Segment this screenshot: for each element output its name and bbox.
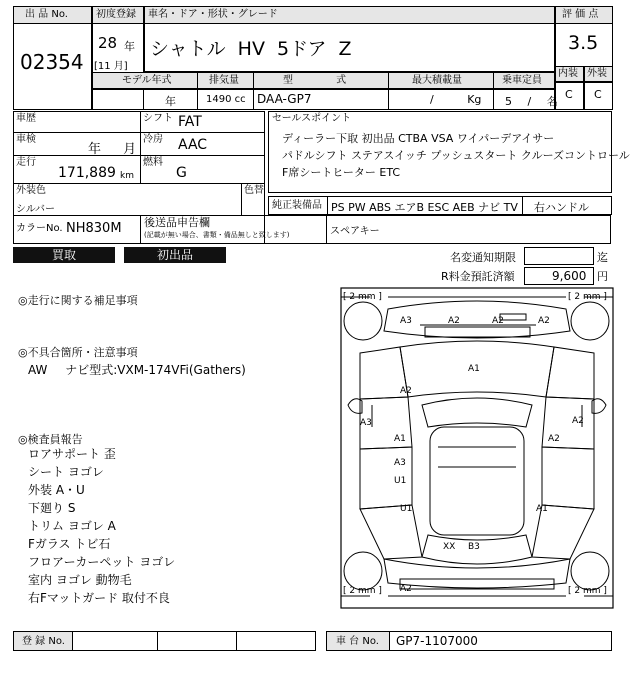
fuel-label: 燃料	[143, 157, 163, 168]
inspector-item-1: ロアサポート 歪	[28, 447, 116, 461]
inspector-item-5: トリム ヨゴレ A	[28, 519, 116, 533]
chassis-number-label: 車 台 No.	[336, 636, 379, 647]
fuel-value: G	[176, 165, 187, 181]
interior-grade: C	[565, 88, 573, 101]
details-row-line-3	[13, 183, 265, 184]
max-load-value: / Kg	[430, 93, 482, 106]
chassis-number: GP7-1107000	[396, 634, 478, 648]
details-row-line-2	[13, 155, 265, 156]
car-damage-diagram	[340, 287, 614, 609]
registration-month: [11 月]	[94, 61, 128, 72]
defect-notes-title: ◎不具合箇所・注意事項	[18, 346, 138, 359]
name-change-field	[524, 247, 594, 265]
capacity-label: 乗車定員	[502, 75, 542, 86]
mark-left-fender-a2: A2	[400, 386, 412, 396]
score-value: 3.5	[568, 32, 599, 54]
recycle-label: R料金預託済額	[441, 270, 515, 283]
first-listing-tag: 初出品	[124, 247, 226, 263]
mileage-label: 走行	[16, 157, 36, 168]
mark-front-a2-left: A2	[448, 316, 460, 326]
reg-divider-1	[157, 631, 158, 651]
reg-divider-2	[236, 631, 237, 651]
mark-hood-a1: A1	[468, 364, 480, 374]
spec-divider-2	[253, 72, 254, 110]
tire-depth-rear-right: [ 2 mm ]	[568, 586, 607, 596]
sales-point-line-3: F席シートヒーター ETC	[282, 166, 401, 179]
std-equip-label: 純正装備品	[272, 200, 322, 211]
mark-roof-a3: A3	[394, 458, 406, 468]
inspector-item-7: フロアーカーペット ヨゴレ	[28, 555, 176, 569]
mark-left-rear-door-u1: U1	[400, 504, 413, 514]
spec-value-row	[92, 89, 555, 110]
mark-rear-bumper-a2: A2	[400, 584, 412, 594]
car-name: シャトル HV 5ドア Z	[150, 38, 352, 60]
displacement-label: 排気量	[209, 75, 239, 86]
inspector-item-4: 下廻り S	[28, 501, 76, 515]
capacity-value: 5 / 名	[505, 95, 558, 108]
ext-color-label: 外装色	[16, 185, 46, 196]
inspector-item-6: Fガラス トビ石	[28, 537, 111, 551]
buy-tag: 買取	[13, 247, 115, 263]
mark-right-front-door-a2: A2	[548, 434, 560, 444]
details-col-line	[140, 111, 141, 183]
mark-rear-b3: B3	[468, 542, 480, 552]
spec-divider-4	[493, 72, 494, 110]
color-no-label: カラーNo.	[16, 223, 63, 234]
color-change-col-line	[241, 183, 242, 215]
driving-notes-title: ◎走行に関する補足事項	[18, 294, 138, 307]
std-equip-divider-1	[327, 196, 328, 215]
mark-left-pillar-a3: A3	[360, 418, 372, 428]
sales-point-line-2: パドルシフト ステアスイッチ プッシュスタート クルーズコントロール	[282, 149, 630, 162]
sales-point-label: セールスポイント	[272, 113, 352, 124]
inspector-notes-title: ◎検査員報告	[18, 433, 83, 446]
defect-item-1: AW ナビ型式:VXM-174VFi(Gathers)	[28, 363, 246, 377]
name-change-label: 名変通知期限	[450, 251, 516, 264]
ac-label: 冷房	[143, 134, 163, 145]
mark-front-a3: A3	[400, 316, 412, 326]
mark-rear-xx: XX	[443, 542, 456, 552]
mark-left-front-door-a1: A1	[394, 434, 406, 444]
aftermarket-value: スペアキー	[330, 226, 380, 237]
mileage-unit: km	[120, 171, 134, 181]
mark-roof-u1: U1	[394, 476, 407, 486]
inspection-value: 年 月	[88, 142, 137, 157]
mark-front-a2-right: A2	[538, 316, 550, 326]
spec-divider-3	[388, 72, 389, 110]
aftermarket-label: 後送品申告欄	[144, 216, 210, 229]
exterior-label: 外装	[587, 68, 607, 79]
interior-label: 内装	[558, 68, 578, 79]
std-equip-divider-2	[522, 196, 523, 215]
color-no-value: NH830M	[66, 221, 122, 236]
model-year-label: モデル年式	[122, 75, 172, 86]
first-registration-label: 初度登録	[96, 9, 136, 20]
tire-depth-rear-left: [ 2 mm ]	[343, 586, 382, 596]
max-load-label: 最大積載量	[412, 75, 462, 86]
std-equip-value: PS PW ABS エアB ESC AEB ナビ TV	[331, 201, 518, 214]
spec-divider-1	[197, 72, 198, 110]
registration-year: 28	[98, 34, 118, 52]
score-label: 評 価 点	[562, 9, 599, 20]
lot-number: 02354	[20, 50, 84, 74]
history-label: 車歴	[16, 113, 36, 124]
mark-right-fender-a2: A2	[572, 416, 584, 426]
tire-depth-front-left: [ 2 mm ]	[343, 292, 382, 302]
registration-year-unit: 年	[124, 40, 135, 53]
registration-number-label: 登 録 No.	[22, 636, 65, 647]
model-value: DAA-GP7	[257, 92, 312, 106]
sales-point-line-1: ディーラー下取 初出品 CTBA VSA ワイパーデアイサー	[282, 132, 555, 145]
inspector-item-2: シート ヨゴレ	[28, 465, 104, 479]
ext-color-value: シルバー	[16, 204, 56, 215]
lot-number-label: 出 品 No.	[25, 9, 68, 20]
color-change-label: 色替	[244, 185, 264, 196]
steering-value: 右ハンドル	[534, 201, 589, 214]
ac-value: AAC	[178, 137, 208, 153]
aftermarket-divider	[326, 215, 327, 244]
shift-label: シフト	[143, 113, 173, 124]
aftermarket-note: (記載が無い場合、書類・備品無しと致します)	[144, 231, 290, 239]
inspection-label: 車検	[16, 134, 36, 145]
inspector-item-8: 室内 ヨゴレ 動物毛	[28, 573, 132, 587]
shift-value: FAT	[178, 114, 202, 130]
exterior-grade: C	[594, 88, 602, 101]
mark-front-a2-middle: A2	[492, 316, 504, 326]
inspector-item-9: 右Fマットガード 取付不良	[28, 591, 170, 605]
mark-right-rear-door-a1: A1	[536, 504, 548, 514]
mileage-value: 171,889	[58, 165, 116, 181]
model-label: 型 式	[283, 75, 347, 86]
inspector-item-3: 外装 A・U	[28, 483, 85, 497]
car-name-label: 車名・ドア・形状・グレード	[148, 9, 278, 20]
details-row-line-1	[13, 132, 265, 133]
name-change-unit: 迄	[597, 251, 608, 264]
tire-depth-front-right: [ 2 mm ]	[568, 292, 607, 302]
recycle-value: 9,600	[552, 269, 587, 283]
model-year-unit: 年	[165, 95, 176, 108]
recycle-unit: 円	[597, 270, 608, 283]
displacement-value: 1490 cc	[206, 94, 246, 105]
